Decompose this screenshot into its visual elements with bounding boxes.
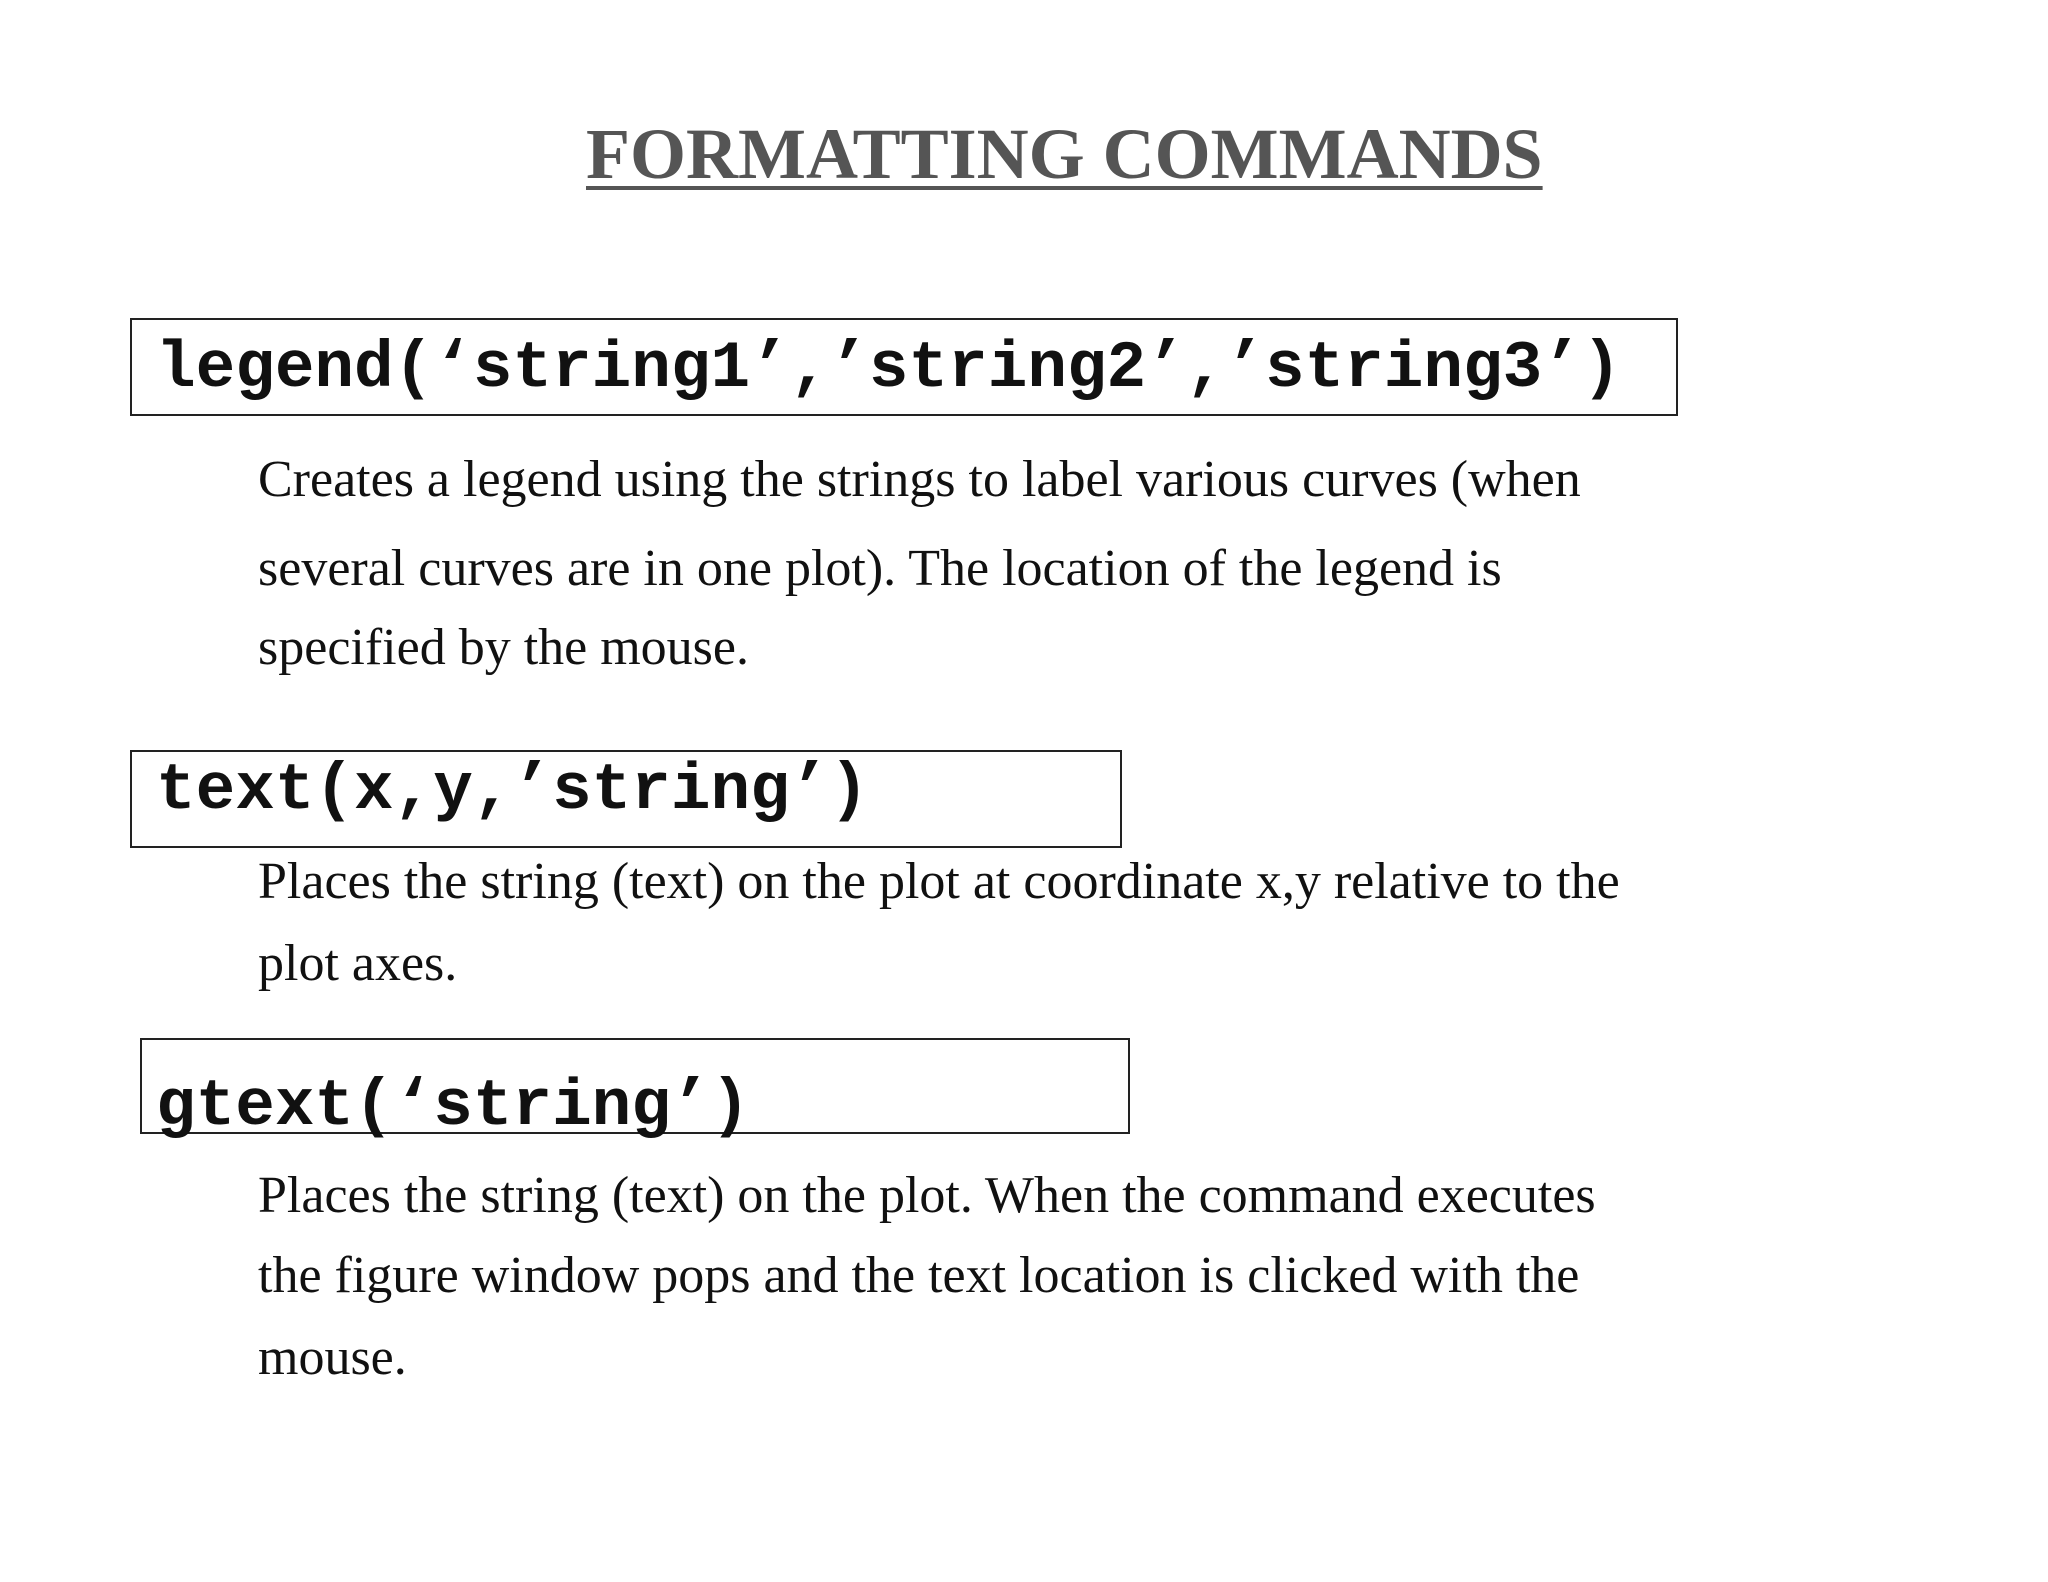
command-description-line: Creates a legend using the strings to label various curves (when xyxy=(258,451,1581,508)
command-description-line: mouse. xyxy=(258,1329,407,1386)
command-syntax-gtext: gtext(‘string’) xyxy=(156,1069,751,1144)
command-description-line: Places the string (text) on the plot at coordinate x,y relative to the xyxy=(258,853,1620,910)
command-syntax-legend: legend(‘string1’,’string2’,’string3’) xyxy=(156,331,1622,406)
page-title: FORMATTING COMMANDS xyxy=(586,114,1543,194)
command-description-line: Places the string (text) on the plot. When the command executes xyxy=(258,1167,1596,1224)
command-description-line: plot axes. xyxy=(258,935,458,992)
command-description-line: specified by the mouse. xyxy=(258,619,749,676)
command-syntax-text: text(x,y,’string’) xyxy=(156,753,869,828)
command-description-line: several curves are in one plot). The location of the legend is xyxy=(258,540,1502,597)
command-description-line: the figure window pops and the text location is clicked with the xyxy=(258,1247,1580,1304)
